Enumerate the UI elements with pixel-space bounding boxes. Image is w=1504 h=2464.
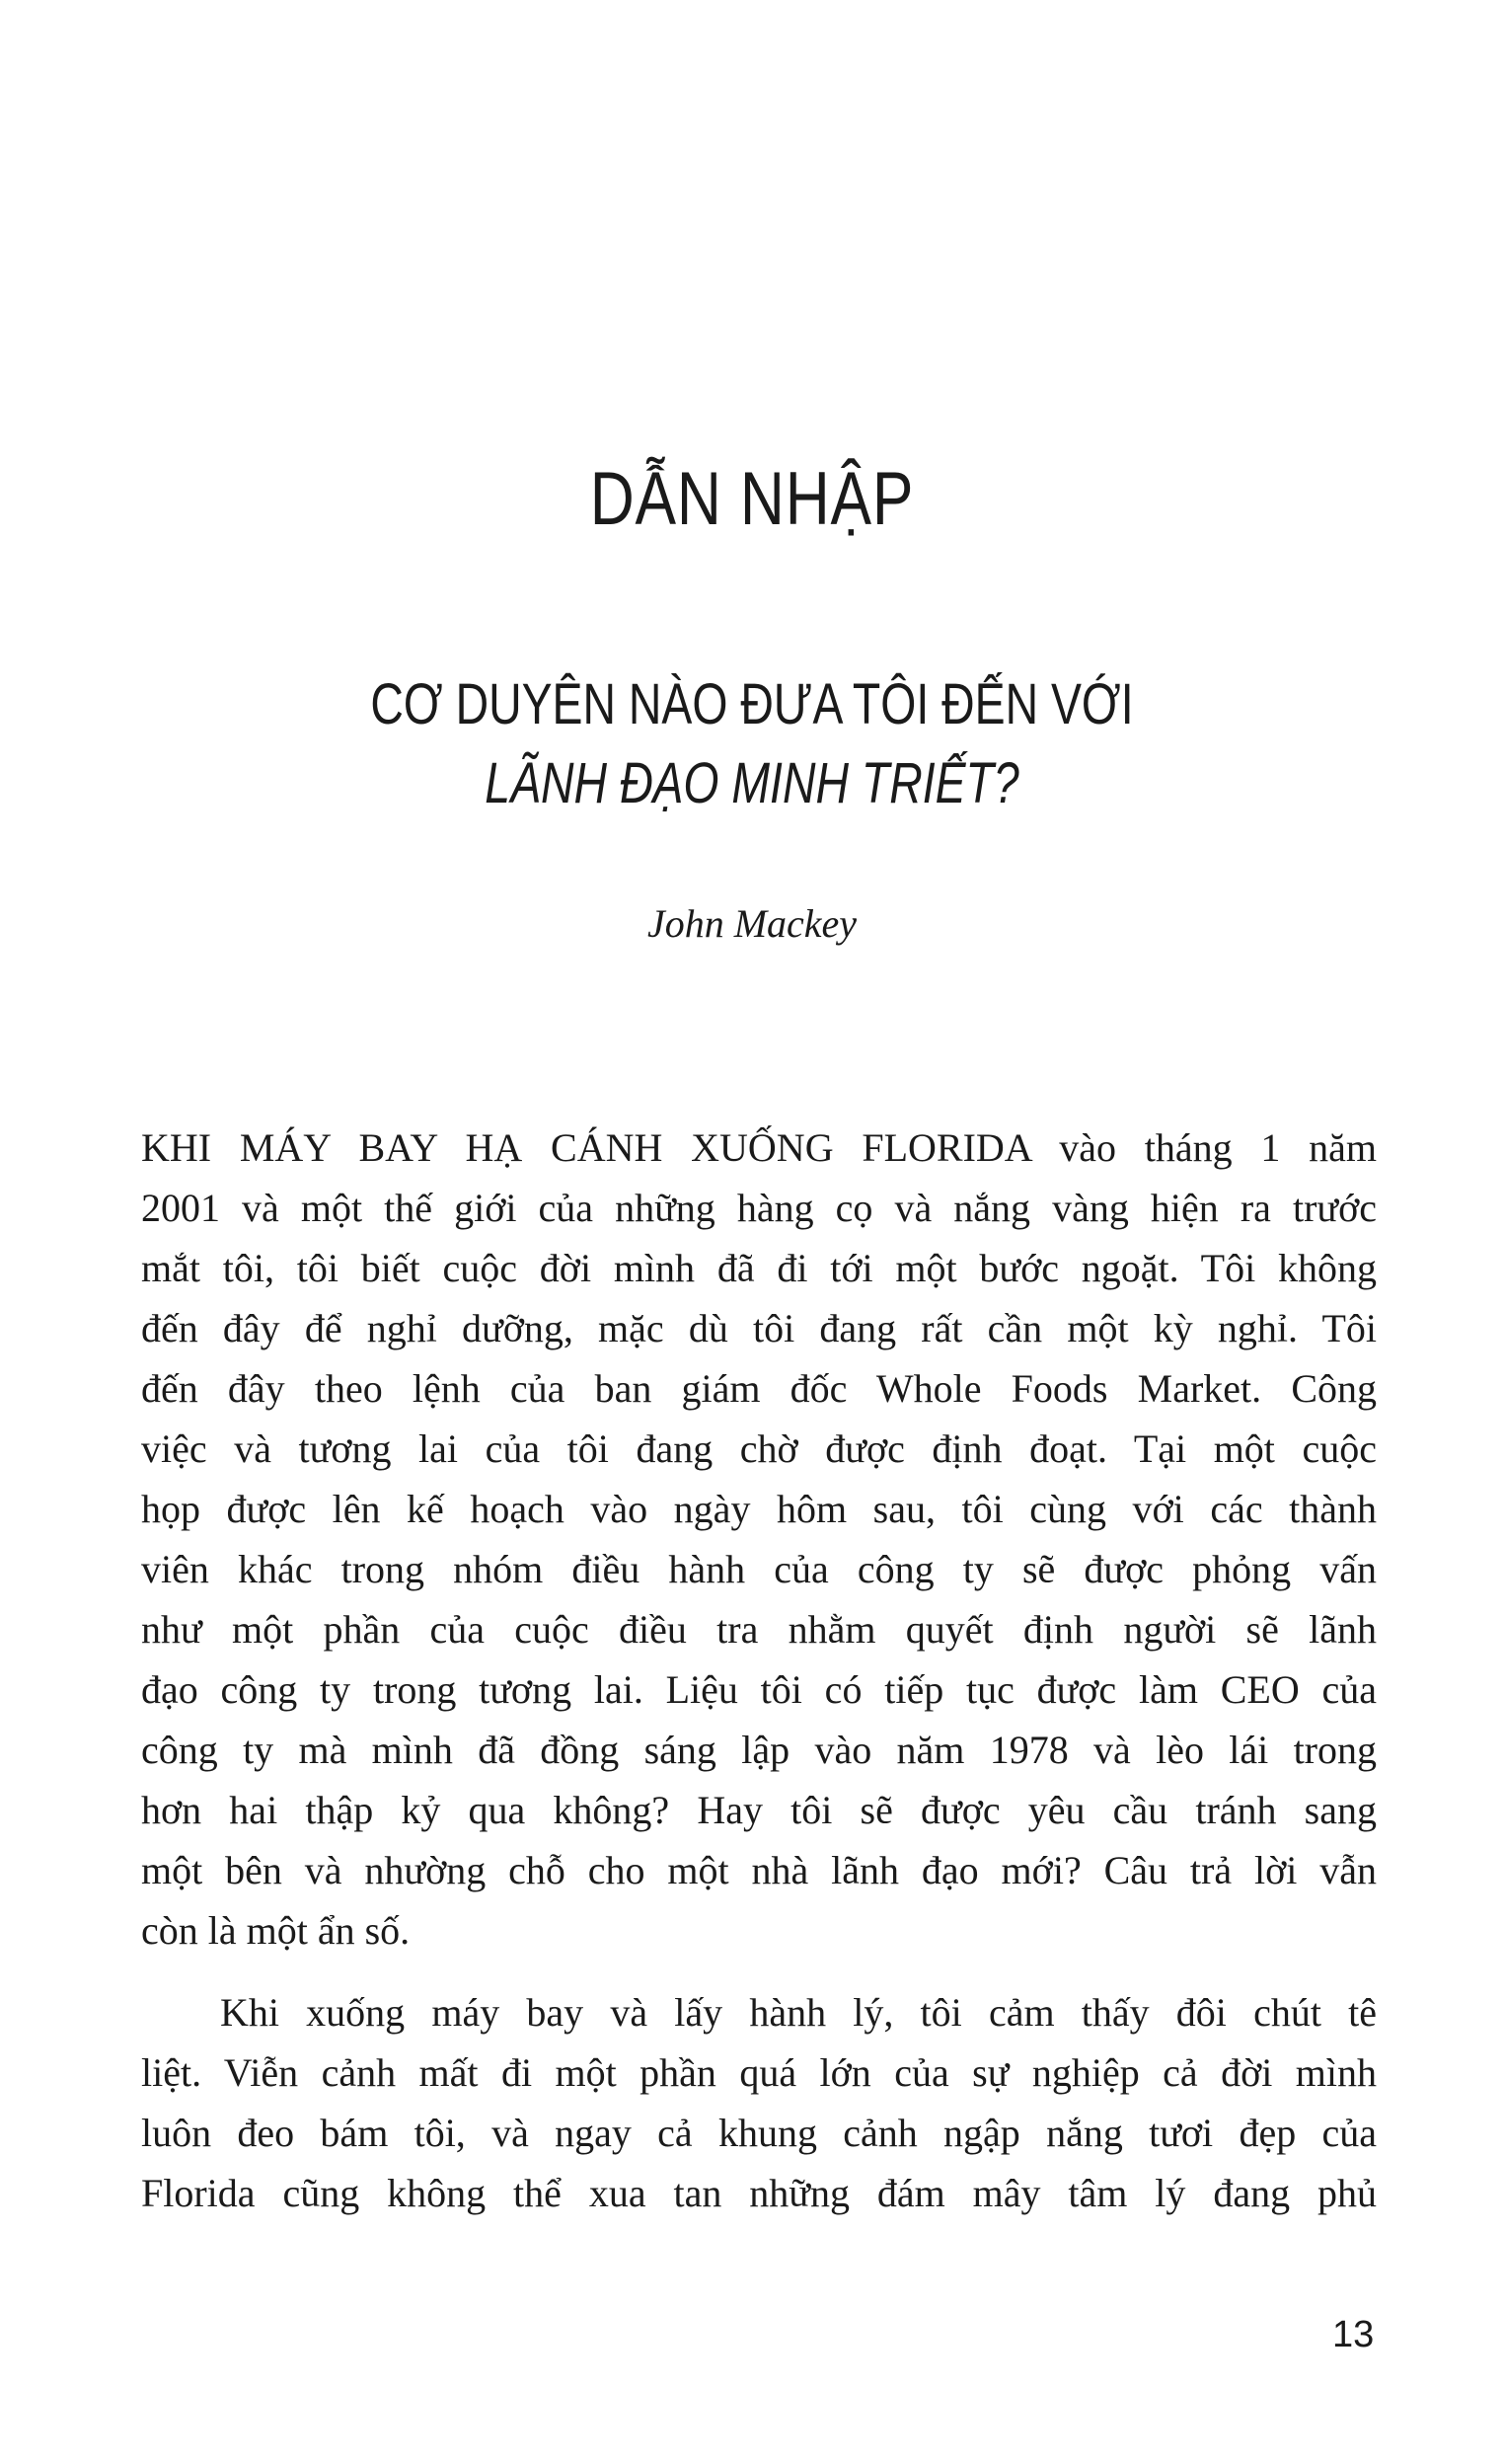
text-line: liệt. Viễn cảnh mất đi một phần quá lớn của sự nghiệp cả đời mình [141, 2050, 1377, 2095]
text-line: Khi xuống máy bay và lấy hành lý, tôi cảm thấy đôi chút tê [220, 1990, 1377, 2035]
body-text [141, 1117, 1377, 2223]
author-name: John Mackey [646, 901, 858, 946]
text-line: đến đây để nghỉ dưỡng, mặc dù tôi đang rất cần một kỳ nghỉ. Tôi [141, 1306, 1377, 1350]
paragraph-1 [141, 1117, 1377, 1961]
page-number: 13 [1332, 2314, 1375, 2355]
text-line: Florida cũng không thể xua tan những đám mây tâm lý đang phủ [141, 2171, 1377, 2215]
text-line: đến đây theo lệnh của ban giám đốc Whole Foods Market. Công [141, 1366, 1377, 1411]
text-line: viên khác trong nhóm điều hành của công ty sẽ được phỏng vấn [141, 1547, 1377, 1591]
text-line: luôn đeo bám tôi, và ngay cả khung cảnh ngập nắng tươi đẹp của [141, 2111, 1377, 2155]
chapter-subtitle-line-2: LÃNH ĐẠO MINH TRIẾT? [485, 751, 1019, 815]
text-line: như một phần của cuộc điều tra nhằm quyết định người sẽ lãnh [141, 1607, 1377, 1652]
paragraph-2 [141, 1982, 1377, 2223]
chapter-subtitle-line-1: CƠ DUYÊN NÀO ĐƯA TÔI ĐẾN VỚI [370, 672, 1134, 736]
text-line: họp được lên kế hoạch vào ngày hôm sau, tôi cùng với các thành [141, 1487, 1377, 1531]
text-line: hơn hai thập kỷ qua không? Hay tôi sẽ được yêu cầu tránh sang [141, 1788, 1377, 1832]
text-line: việc và tương lai của tôi đang chờ được định đoạt. Tại một cuộc [141, 1426, 1377, 1471]
text-line: 2001 và một thế giới của những hàng cọ và nắng vàng hiện ra trước [141, 1186, 1377, 1230]
text-line: công ty mà mình đã đồng sáng lập vào năm 1978 và lèo lái trong [141, 1728, 1377, 1772]
text-line: KHI MÁY BAY HẠ CÁNH XUỐNG FLORIDA vào tháng 1 năm [141, 1125, 1377, 1170]
text-line: một bên và nhường chỗ cho một nhà lãnh đạo mới? Câu trả lời vẫn [141, 1848, 1377, 1892]
text-line: mắt tôi, tôi biết cuộc đời mình đã đi tới một bước ngoặt. Tôi không [141, 1246, 1377, 1290]
chapter-title: DẪN NHẬP [589, 457, 915, 541]
text-line: đạo công ty trong tương lai. Liệu tôi có tiếp tục được làm CEO của [141, 1667, 1377, 1712]
text-line: còn là một ẩn số. [141, 1908, 411, 1953]
